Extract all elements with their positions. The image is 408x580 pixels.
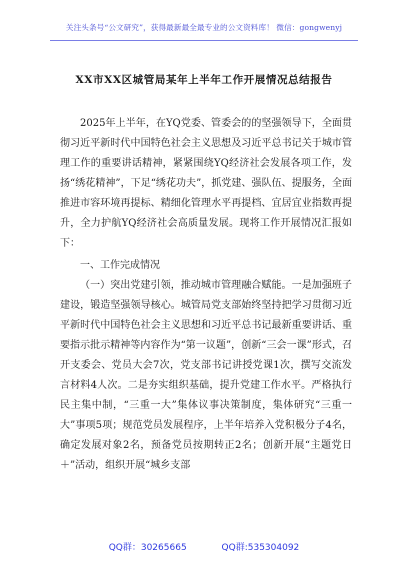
document-title: XX市XX区城管局某年上半年工作开展情况总结报告 bbox=[75, 74, 333, 86]
body-paragraph: （一）突出党建引领，推动城市管理融合赋能。一是加强班子建设，锻造坚强领导核心。城管局党支部始终坚持把学习贯彻习近平新时代中国特色社会主义思想和习近平总书记最新重要讲话、重要指示批示精神等内容作为“第一议题”，创新“三会一课”形式，召开支委会、党员大会7次，党支部书记讲授党课1次，撰写交流发言材料4人次。二是夯实组织基础，提升党建工作水平。严格执行民主集中制，“三重一大”集体议事决策制度，集体研究“三重一大”事项5项；规范党员发展程序，上半年培养入党积极分子4名，确定发展对象2名，预备党员按期转正2名；创新开展“主题党日＋”活动，组织开展“城乡支部 bbox=[60, 280, 352, 471]
section-heading: 一、工作完成情况 bbox=[80, 260, 160, 271]
qq-group-1: QQ群：30265665 bbox=[108, 543, 187, 553]
document-body bbox=[60, 114, 352, 478]
header-divider bbox=[50, 40, 358, 41]
qq-group-2: QQ群:535304092 bbox=[221, 543, 300, 553]
header-banner: 关注头条号“公文研究”，获得最新最全最专业的公文资料库！ 微信：gongwenyj bbox=[65, 23, 343, 32]
intro-paragraph: 2025年上半年，在YQ党委、管委会的的坚强领导下，全面贯彻习近平新时代中国特色社会主义思想及习近平总书记关于城市管理工作的重要讲话精神，紧紧围绕YQ经济社会发展各项工作，发扬“绣花精神”，下足“绣花功夫”，抓党建、强队伍、提服务，全面推进市容环境再提标、精细化管理水平再提档、宜居宜业指数再提升，全力护航YQ经济社会高质量发展。现将工作开展情况汇报如下： bbox=[60, 118, 352, 249]
footer-contacts bbox=[0, 540, 408, 553]
